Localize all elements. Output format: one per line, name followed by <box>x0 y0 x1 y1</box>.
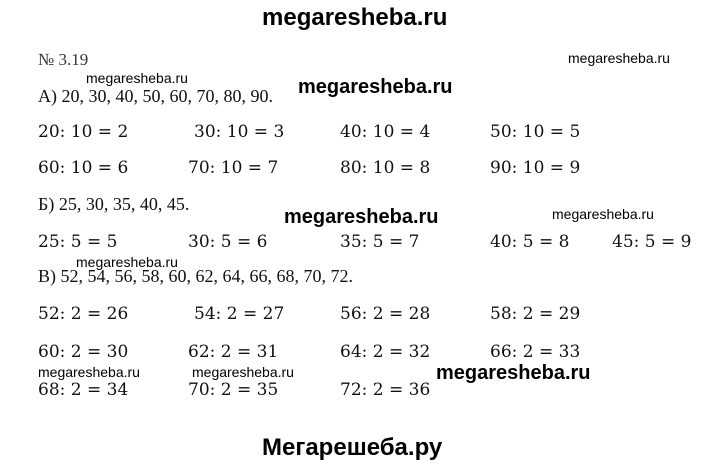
footer-watermark: Мегарешеба.ру <box>262 434 443 461</box>
part-a-equation: 40: 10 = 4 <box>340 122 431 142</box>
part-c-equation: 54: 2 = 27 <box>194 304 285 324</box>
watermark-right-d: megaresheba.ru <box>436 362 591 384</box>
part-c-equation: 70: 2 = 35 <box>188 380 279 400</box>
part-b-equation: 45: 5 = 9 <box>612 232 692 252</box>
part-a-equation: 20: 10 = 2 <box>38 122 129 142</box>
watermark-center-a: megaresheba.ru <box>298 76 453 98</box>
part-a-line: А) 20, 30, 40, 50, 60, 70, 80, 90. <box>38 86 273 106</box>
header-watermark: megaresheba.ru <box>262 4 448 31</box>
watermark-left-c: megaresheba.ru <box>76 254 178 270</box>
part-c-equation: 72: 2 = 36 <box>340 380 431 400</box>
part-a-equation: 90: 10 = 9 <box>490 158 581 178</box>
part-b-equation: 25: 5 = 5 <box>38 232 118 252</box>
part-c-equation: 66: 2 = 33 <box>490 342 581 362</box>
part-c-equation: 56: 2 = 28 <box>340 304 431 324</box>
watermark-left-a: megaresheba.ru <box>86 70 188 86</box>
part-b-line: Б) 25, 30, 35, 40, 45. <box>38 194 190 214</box>
watermark-center-b: megaresheba.ru <box>284 206 439 228</box>
part-a-equation: 80: 10 = 8 <box>340 158 431 178</box>
part-c-equation: 62: 2 = 31 <box>188 342 279 362</box>
watermark-left-d: megaresheba.ru <box>38 364 140 380</box>
part-a-equation: 70: 10 = 7 <box>188 158 279 178</box>
problem-number: № 3.19 <box>38 50 89 69</box>
part-b-equation: 30: 5 = 6 <box>188 232 268 252</box>
part-c-equation: 68: 2 = 34 <box>38 380 129 400</box>
part-a-equation: 30: 10 = 3 <box>194 122 285 142</box>
part-c-equation: 52: 2 = 26 <box>38 304 129 324</box>
part-c-line: В) 52, 54, 56, 58, 60, 62, 64, 66, 68, 70, 72. <box>38 266 353 286</box>
part-a-equation: 50: 10 = 5 <box>490 122 581 142</box>
part-a-equation: 60: 10 = 6 <box>38 158 129 178</box>
watermark-top-right: megaresheba.ru <box>568 50 670 66</box>
part-c-equation: 64: 2 = 32 <box>340 342 431 362</box>
part-b-equation: 35: 5 = 7 <box>340 232 420 252</box>
part-c-equation: 58: 2 = 29 <box>490 304 581 324</box>
part-c-equation: 60: 2 = 30 <box>38 342 129 362</box>
part-b-equation: 40: 5 = 8 <box>490 232 570 252</box>
watermark-center-d: megaresheba.ru <box>192 364 294 380</box>
watermark-right-b: megaresheba.ru <box>552 206 654 222</box>
